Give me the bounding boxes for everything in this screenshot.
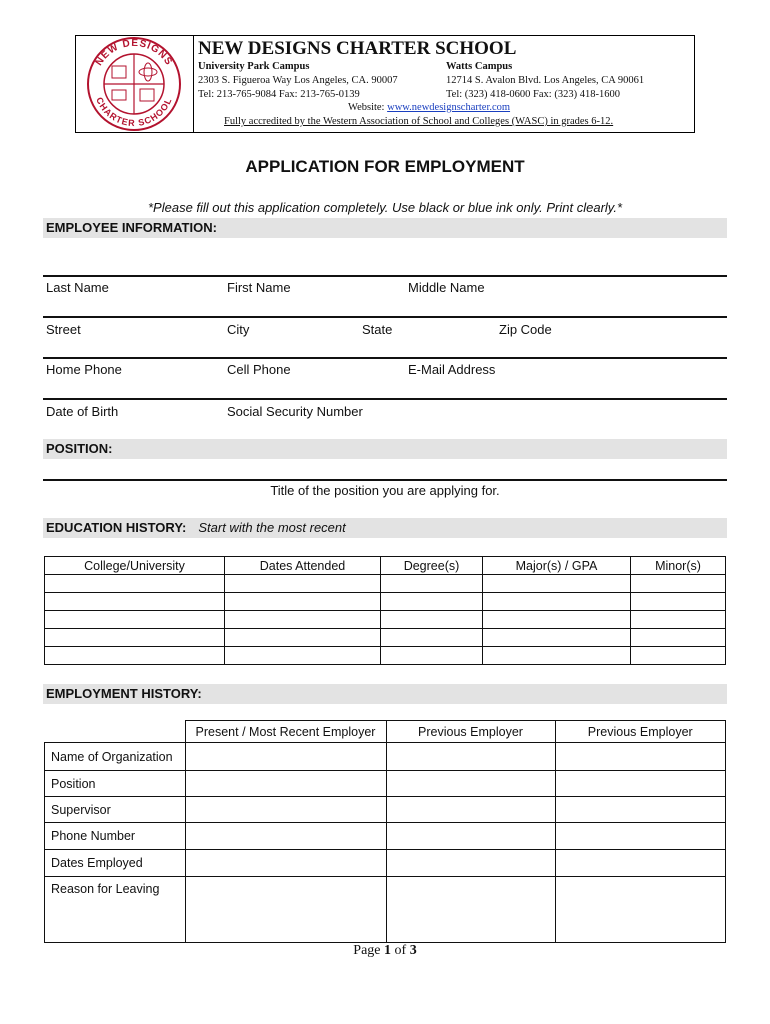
table-cell[interactable] [225, 647, 381, 665]
table-cell[interactable] [555, 797, 726, 823]
table-cell[interactable] [381, 647, 483, 665]
employment-heading [43, 684, 727, 704]
website-label: Website: [348, 102, 388, 113]
state-label: State [362, 322, 393, 337]
table-cell[interactable] [483, 575, 631, 593]
col-college: College/University [45, 557, 225, 575]
employment-table [44, 720, 726, 943]
table-cell[interactable] [45, 611, 225, 629]
row-label-supervisor: Supervisor [45, 797, 186, 823]
table-cell[interactable] [225, 593, 381, 611]
table-cell[interactable] [185, 877, 386, 943]
table-row [45, 743, 726, 771]
employee-info-heading-text: EMPLOYEE INFORMATION: [46, 220, 217, 235]
middle-name-label: Middle Name [408, 280, 485, 295]
table-cell[interactable] [381, 575, 483, 593]
table-cell[interactable] [483, 629, 631, 647]
col-dates-attended: Dates Attended [225, 557, 381, 575]
blank-corner [45, 721, 186, 743]
table-cell[interactable] [386, 771, 555, 797]
position-heading [43, 439, 727, 459]
street-label: Street [46, 322, 81, 337]
school-seal-logo [76, 36, 193, 132]
table-cell[interactable] [555, 771, 726, 797]
table-cell[interactable] [185, 823, 386, 850]
education-table [44, 556, 726, 665]
table-cell[interactable] [45, 593, 225, 611]
table-cell[interactable] [483, 647, 631, 665]
page-total: 3 [409, 943, 417, 958]
table-cell[interactable] [381, 611, 483, 629]
logo-top-text: NEW DESIGNS [93, 37, 175, 68]
logo-bottom-text: CHARTER SCHOOL [94, 95, 174, 129]
col-degrees: Degree(s) [381, 557, 483, 575]
employee-row3-line[interactable] [43, 357, 727, 359]
city-label: City [227, 322, 250, 337]
date-of-birth-label: Date of Birth [46, 404, 119, 419]
education-header-row [45, 557, 726, 575]
table-row [45, 647, 726, 665]
table-cell[interactable] [483, 611, 631, 629]
education-heading [43, 518, 727, 538]
col-previous-employer-2: Previous Employer [555, 721, 726, 743]
table-cell[interactable] [386, 823, 555, 850]
campus-right-name: Watts Campus [446, 61, 513, 72]
employment-heading-text: EMPLOYMENT HISTORY: [46, 686, 202, 701]
website-link[interactable]: www.newdesignscharter.com [387, 102, 511, 113]
email-label: E-Mail Address [408, 362, 496, 377]
table-cell[interactable] [185, 850, 386, 877]
row-label-reason-for-leaving: Reason for Leaving [45, 877, 186, 943]
form-instructions: *Please fill out this application completely. Use black or blue ink only. Print clearly.* [148, 200, 622, 215]
table-cell[interactable] [555, 823, 726, 850]
table-row [45, 823, 726, 850]
employee-row2-line[interactable] [43, 316, 727, 318]
table-cell[interactable] [225, 629, 381, 647]
last-name-label: Last Name [46, 280, 109, 295]
row-label-organization: Name of Organization [45, 743, 186, 771]
home-phone-label: Home Phone [46, 362, 122, 377]
table-cell[interactable] [225, 575, 381, 593]
col-previous-employer-1: Previous Employer [386, 721, 555, 743]
table-cell[interactable] [386, 797, 555, 823]
col-major-gpa: Major(s) / GPA [483, 557, 631, 575]
table-row [45, 877, 726, 943]
table-cell[interactable] [381, 629, 483, 647]
table-cell[interactable] [185, 743, 386, 771]
table-row [45, 593, 726, 611]
position-caption: Title of the position you are applying for. [270, 483, 500, 498]
logo-cell [76, 36, 194, 132]
zip-code-label: Zip Code [499, 322, 552, 337]
cell-phone-label: Cell Phone [227, 362, 291, 377]
first-name-label: First Name [227, 280, 291, 295]
page-of: of [391, 943, 410, 958]
position-heading-text: POSITION: [46, 441, 113, 456]
table-cell[interactable] [631, 611, 726, 629]
table-row [45, 771, 726, 797]
table-cell[interactable] [386, 743, 555, 771]
table-row [45, 797, 726, 823]
col-present-employer: Present / Most Recent Employer [185, 721, 386, 743]
table-row [45, 629, 726, 647]
col-minors: Minor(s) [631, 557, 726, 575]
education-subheading: Start with the most recent [198, 520, 346, 535]
table-cell[interactable] [45, 575, 225, 593]
table-cell[interactable] [631, 575, 726, 593]
page-prefix: Page [353, 943, 385, 958]
table-cell[interactable] [225, 611, 381, 629]
campus-right-phone: Tel: (323) 418-0600 Fax: (323) 418-1600 [446, 89, 620, 100]
school-name: NEW DESIGNS CHARTER SCHOOL [198, 38, 517, 59]
table-cell[interactable] [631, 593, 726, 611]
table-cell[interactable] [483, 593, 631, 611]
table-cell[interactable] [386, 877, 555, 943]
table-row [45, 611, 726, 629]
ssn-label: Social Security Number [227, 404, 363, 419]
table-cell[interactable] [386, 850, 555, 877]
table-cell[interactable] [185, 771, 386, 797]
table-cell[interactable] [555, 743, 726, 771]
table-cell[interactable] [631, 629, 726, 647]
row-label-position: Position [45, 771, 186, 797]
table-row [45, 850, 726, 877]
position-title-line[interactable] [43, 479, 727, 481]
table-cell[interactable] [381, 593, 483, 611]
row-label-phone-number: Phone Number [45, 823, 186, 850]
letterhead [75, 35, 695, 133]
form-title: APPLICATION FOR EMPLOYMENT [245, 157, 525, 176]
website-line [348, 102, 510, 113]
employee-info-heading [43, 218, 727, 238]
row-label-dates-employed: Dates Employed [45, 850, 186, 877]
accreditation-note: Fully accredited by the Western Association of School and Colleges (WASC) in grades 6-12. [224, 116, 614, 127]
table-cell[interactable] [631, 647, 726, 665]
campus-left-name: University Park Campus [198, 61, 310, 72]
employee-row4-line[interactable] [43, 398, 727, 400]
table-cell[interactable] [45, 629, 225, 647]
page-current: 1 [384, 943, 392, 958]
campus-left-address: 2303 S. Figueroa Way Los Angeles, CA. 90007 [198, 75, 398, 86]
table-cell[interactable] [555, 850, 726, 877]
page-number [0, 943, 770, 959]
employment-header-row [45, 721, 726, 743]
table-cell[interactable] [45, 647, 225, 665]
education-heading-text: EDUCATION HISTORY: [46, 520, 187, 535]
campus-right-address: 12714 S. Avalon Blvd. Los Angeles, CA 90061 [446, 75, 645, 86]
employee-row1-line[interactable] [43, 275, 727, 277]
table-cell[interactable] [185, 797, 386, 823]
campus-left-phone: Tel: 213-765-9084 Fax: 213-765-0139 [198, 89, 360, 100]
table-cell[interactable] [555, 877, 726, 943]
table-row [45, 575, 726, 593]
